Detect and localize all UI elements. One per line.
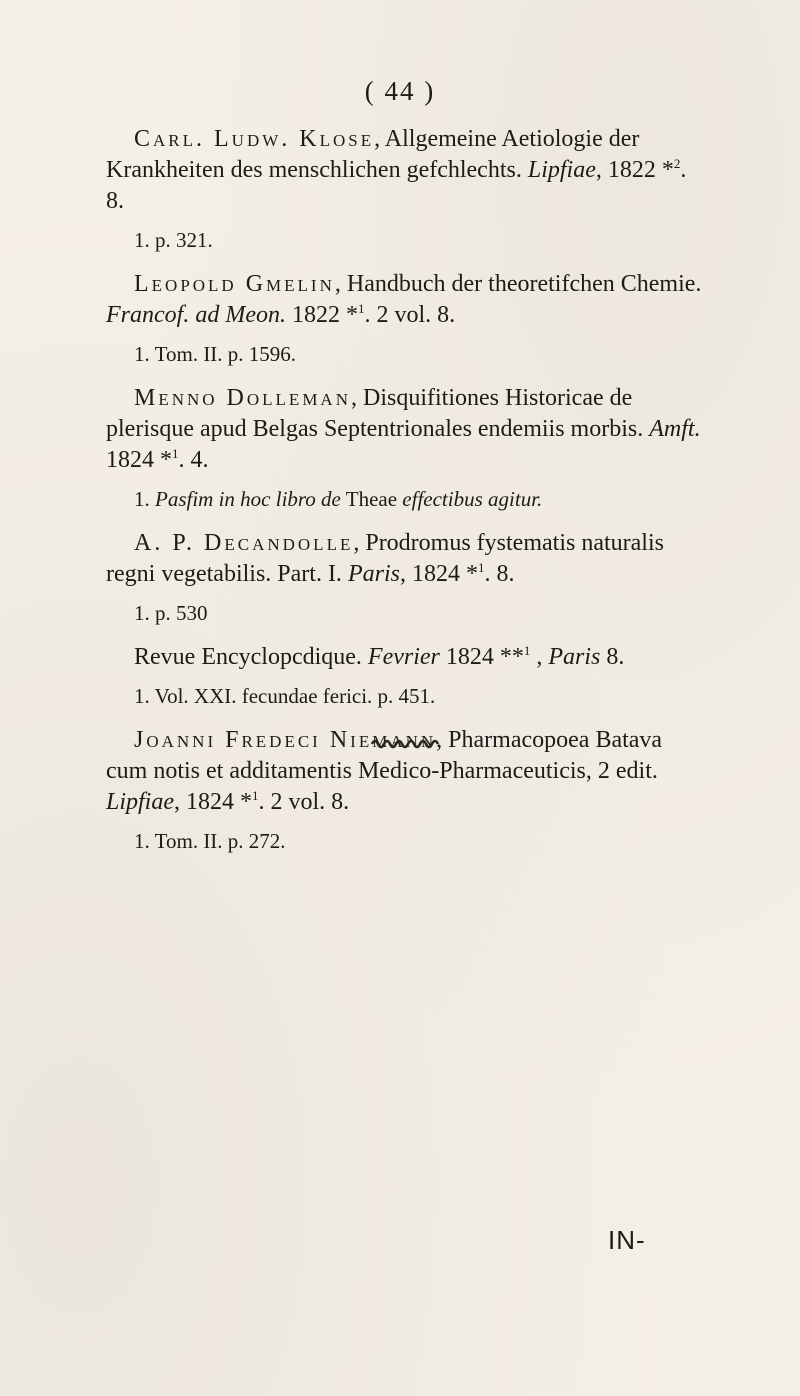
note-mid: Theae	[340, 487, 403, 511]
imprint-year: 1824 *	[106, 447, 172, 473]
imprint-format: . 4.	[178, 447, 209, 473]
imprint-place: Paris	[347, 561, 400, 587]
imprint-place: Lipfiae	[527, 157, 596, 183]
volume-note: 1. Tom. II. p. 272.	[134, 829, 286, 853]
imprint-format: . 2 vol. 8.	[258, 789, 350, 815]
author-name: Carl. Ludw. Klose	[134, 126, 375, 152]
entry-title: , Pharmacopoea Batava cum notis et additamentis Medico-Pharmaceuticis, 2 edit.	[106, 727, 663, 784]
volume-note: 1. Tom. II. p. 1596.	[134, 342, 297, 366]
imprint-place: Paris	[548, 644, 601, 670]
entry-title: , Disquifitiones Historicae de plerisque apud Belgas Septentrionales endemiis morbis.	[106, 385, 644, 442]
volume-note: 1. p. 321.	[134, 228, 213, 252]
citation	[106, 383, 706, 476]
footnote-marker: 2	[673, 156, 681, 171]
volume-note	[106, 486, 706, 512]
imprint-place: Amft.	[649, 416, 701, 442]
author-name: Menno Dolleman	[134, 385, 351, 411]
imprint-format: . 2 vol. 8.	[364, 302, 456, 328]
footnote-marker: 1	[172, 446, 179, 461]
bibliography-entry	[106, 528, 706, 626]
citation	[106, 124, 706, 217]
bibliography-list	[106, 124, 706, 870]
entry-title: , Prodromus fystematis naturalis regni vegetabilis. Part. I.	[106, 530, 664, 587]
bibliography-entry	[106, 269, 706, 367]
imprint-month: Fevrier	[367, 644, 440, 670]
imprint-year: , 1822 *	[595, 157, 674, 183]
imprint-year: 1824 **	[439, 644, 524, 670]
catchword: IN-	[608, 1225, 646, 1255]
imprint-year: , 1824 *	[399, 561, 478, 587]
entry-title: Revue Encyclopcdique.	[134, 644, 362, 670]
bibliography-entry	[106, 642, 706, 709]
citation	[106, 642, 706, 673]
footnote-marker: 1	[523, 643, 531, 658]
imprint-separator: ,	[530, 644, 543, 670]
author-name: A. P. Decandolle	[134, 530, 354, 556]
author-name: Leopold Gmelin	[134, 271, 335, 297]
page-number: ( 44 )	[364, 76, 436, 106]
imprint-year: , 1824 *	[174, 789, 253, 815]
footnote-marker: 1	[357, 301, 365, 316]
volume-note: 1. p. 530	[134, 601, 208, 625]
note-italic: effectibus agitur.	[402, 487, 543, 511]
imprint-place: Francof. ad Meon.	[106, 302, 286, 328]
imprint-place: Lipfiae	[106, 789, 175, 815]
volume-note: 1. Vol. XXI. fecundae ferici. p. 451.	[134, 684, 436, 708]
imprint-format: . 8.	[106, 157, 687, 214]
bibliography-entry	[106, 124, 706, 253]
author-name: Joanni Fredeci Niemann	[134, 727, 437, 753]
citation	[106, 269, 706, 331]
footnote-marker: 1	[477, 560, 485, 575]
entry-title: , Handbuch der theoretifchen Chemie.	[334, 271, 702, 297]
citation	[106, 528, 706, 590]
entry-title: , Allgemeine Aetiologie der Krankheiten des menschlichen gefchlechts.	[106, 126, 640, 183]
imprint-format: . 8.	[484, 561, 515, 587]
ornament-rule	[370, 737, 440, 751]
bibliography-entry	[106, 383, 706, 512]
note-italic: Pasfim in hoc libro de	[155, 487, 341, 511]
footnote-marker: 1	[252, 788, 259, 803]
note-prefix: 1.	[134, 487, 155, 511]
imprint-year: 1822 *	[285, 302, 358, 328]
imprint-format: 8.	[600, 644, 625, 670]
